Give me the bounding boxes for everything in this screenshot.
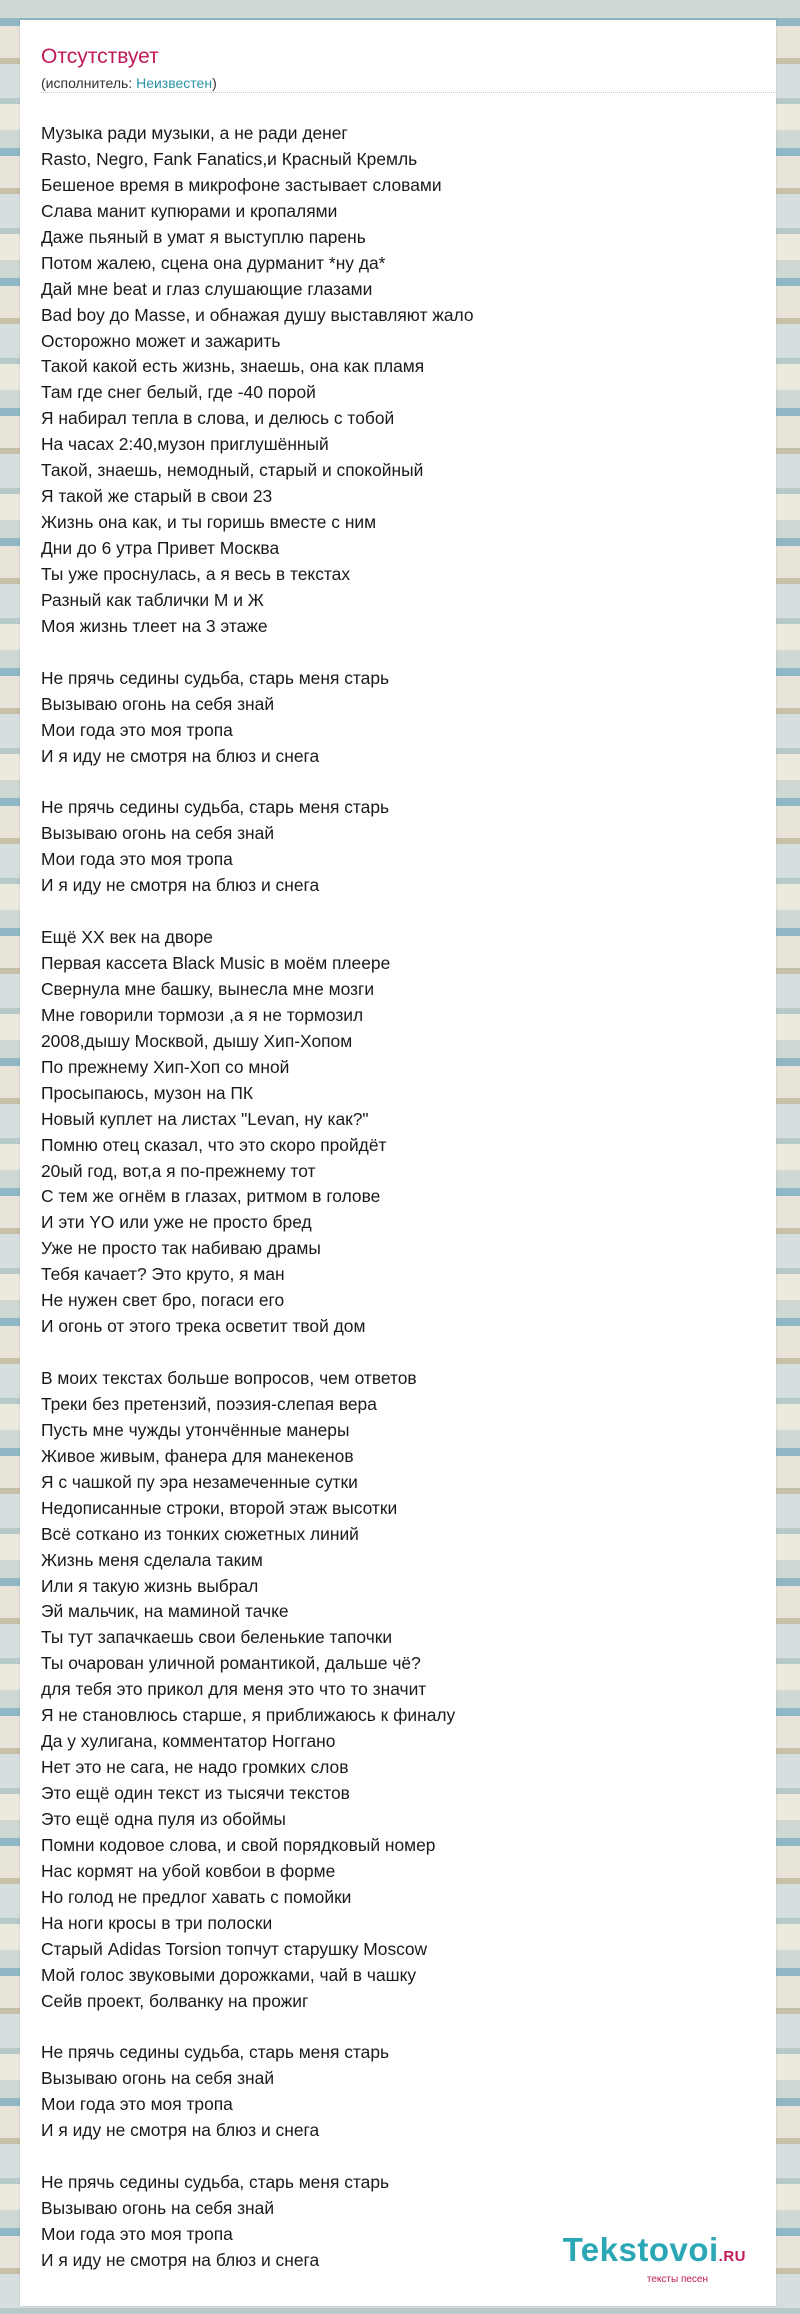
song-title: Отсутствует <box>41 45 159 68</box>
lyric-line: Вызываю огонь на себя знай <box>41 823 275 844</box>
lyric-line: Живое живым, фанера для манекенов <box>41 1445 354 1466</box>
lyric-line: И огонь от этого трека осветит твой дом <box>41 1316 366 1337</box>
stanza-break <box>41 640 776 666</box>
lyric-line: Просыпаюсь, музон на ПК <box>41 1082 254 1103</box>
lyric-line: Мои года это моя тропа <box>41 849 233 870</box>
lyric-line: Ты уже проснулась, а я весь в текстах <box>41 563 351 584</box>
lyric-line: Rasto, Negro, Fank Fanatics,и Красный Кремль <box>41 148 418 169</box>
stanza-break <box>41 2014 776 2040</box>
lyric-line: Вызываю огонь на себя знай <box>41 2068 275 2089</box>
lyric-line: Я набирал тепла в слова, и делюсь с тобой <box>41 408 395 429</box>
lyric-line: Жизнь она как, и ты горишь вместе с ним <box>41 512 377 533</box>
artist-prefix: (исполнитель: <box>41 75 137 91</box>
lyric-line: 20ый год, вот,а я по-прежнему тот <box>41 1160 316 1181</box>
lyric-line: Бешеное время в микрофоне застывает словами <box>41 174 442 195</box>
lyric-line: И я иду не смотря на блюз и снега <box>41 2249 320 2270</box>
logo-tld: .RU <box>718 2248 746 2265</box>
lyric-line: Пусть мне чужды утончённые манеры <box>41 1419 350 1440</box>
lyric-line: Уже не просто так набиваю драмы <box>41 1238 321 1259</box>
artist-line <box>41 74 776 92</box>
artist-suffix: ) <box>212 75 217 91</box>
site-logo[interactable] <box>563 2233 746 2286</box>
lyric-line: Тебя качает? Это круто, я ман <box>41 1264 285 1285</box>
lyric-line: По прежнему Хип-Хоп со мной <box>41 1056 290 1077</box>
lyric-line: Первая кассета Black Music в моём плеере <box>41 953 391 973</box>
lyric-line: 2008,дышу Москвой, дышу Хип-Хопом <box>41 1030 353 1051</box>
lyric-line: Не прячь седины судьба, старь меня старь <box>41 667 390 688</box>
lyric-line: для тебя это прикол для меня это что то значит <box>41 1679 427 1700</box>
lyric-line: Эй мальчик, на маминой тачке <box>41 1601 289 1622</box>
lyric-line: С тем же огнём в глазах, ритмом в голове <box>41 1186 381 1207</box>
lyric-line: Старый Adidas Torsion топчут старушку Moscow <box>41 1938 428 1959</box>
lyric-line: Я такой же старый в свои 23 <box>41 486 273 507</box>
lyric-line: Вызываю огонь на себя знай <box>41 2198 275 2218</box>
lyric-line: Ещё XX век на дворе <box>41 927 213 948</box>
lyric-line: Дай мне beat и глаз слушающие глазами <box>41 278 373 299</box>
lyric-line: Ты очарован уличной романтикой, дальше чё? <box>41 1653 421 1674</box>
stanza-break <box>41 899 776 925</box>
lyric-line: Я не становлюсь старше, я приближаюсь к финалу <box>41 1705 456 1726</box>
lyric-line: Это ещё одна пуля из обоймы <box>41 1808 286 1829</box>
song-card <box>20 20 776 2306</box>
logo-name: Tekstovoi <box>562 2231 719 2268</box>
lyric-line: На часах 2:40,музон приглушённый <box>41 434 329 455</box>
lyric-line: Даже пьяный в умат я выступлю парень <box>41 226 366 247</box>
lyric-line: Свернула мне башку, вынесла мне мозги <box>41 978 375 999</box>
lyric-line: Не прячь седины судьба, старь меня старь <box>41 2172 390 2193</box>
lyric-line: Всё соткано из тонких сюжетных линий <box>41 1523 359 1544</box>
lyric-line: И эти YO или уже не просто бред <box>41 1212 312 1233</box>
lyric-line: Нет это не сага, не надо громких слов <box>41 1757 349 1778</box>
lyric-line: Нас кормят на убой ковбои в форме <box>41 1860 336 1881</box>
lyric-line: На ноги кросы в три полоски <box>41 1912 273 1933</box>
lyric-line: Bad boy до Masse, и обнажая душу выставляют жало <box>41 304 474 325</box>
lyric-line: Моя жизнь тлеет на 3 этаже <box>41 615 268 636</box>
lyric-line: Ты тут запачкаешь свои беленькие тапочки <box>41 1627 393 1648</box>
lyric-line: Да у хулигана, комментатор Ноггано <box>41 1731 336 1752</box>
lyric-line: Жизнь меня сделала таким <box>41 1549 263 1570</box>
lyric-line: Слава манит купюрами и кропалями <box>41 200 338 221</box>
lyric-line: Или я такую жизнь выбрал <box>41 1575 259 1596</box>
lyric-line: Не прячь седины судьба, старь меня старь <box>41 797 390 818</box>
lyric-line: Дни до 6 утра Привет Москва <box>41 538 280 558</box>
logo-wordmark <box>563 2233 746 2274</box>
lyric-line: И я иду не смотря на блюз и снега <box>41 745 320 766</box>
lyric-line: В моих текстах больше вопросов, чем ответов <box>41 1368 417 1388</box>
stanza-break <box>41 1340 776 1366</box>
lyrics-text <box>41 121 776 2274</box>
logo-tagline: тексты песен <box>646 2274 708 2285</box>
lyric-line: Помни кодовое слова, и свой порядковый номер <box>41 1834 436 1855</box>
song-header <box>41 44 776 92</box>
lyric-line: Такой какой есть жизнь, знаешь, она как пламя <box>41 356 425 377</box>
lyric-line: Мой голос звуковыми дорожками, чай в чашку <box>41 1964 417 1985</box>
lyric-line: Но голод не предлог хавать с помойки <box>41 1886 352 1907</box>
lyric-line: Мои года это моя тропа <box>41 719 233 740</box>
lyric-line: Это ещё один текст из тысячи текстов <box>41 1783 350 1803</box>
lyric-line: Не прячь седины судьба, старь меня старь <box>41 2042 390 2063</box>
lyric-line: Музыка ради музыки, а не ради денег <box>41 123 348 143</box>
lyric-line: Такой, знаешь, немодный, старый и спокойный <box>41 460 424 481</box>
lyric-line: Недописанные строки, второй этаж высотки <box>41 1497 398 1518</box>
lyric-line: Не нужен свет бро, погаси его <box>41 1290 285 1311</box>
lyric-line: Помню отец сказал, что это скоро пройдёт <box>41 1134 387 1155</box>
lyric-line: Разный как таблички М и Ж <box>41 589 264 610</box>
lyric-line: Треки без претензий, поэзия-слепая вера <box>41 1393 377 1414</box>
lyric-line: Я с чашкой пу эра незамеченные сутки <box>41 1471 358 1492</box>
header-divider <box>41 92 776 93</box>
lyric-line: Мои года это моя тропа <box>41 2223 233 2244</box>
lyric-line: Вызываю огонь на себя знай <box>41 693 275 714</box>
lyric-line: Мои года это моя тропа <box>41 2094 233 2115</box>
stanza-break <box>41 769 776 795</box>
lyric-line: Потом жалею, сцена она дурманит *ну да* <box>41 252 386 273</box>
lyric-line: Новый куплет на листах "Levan, ну как?" <box>41 1108 369 1129</box>
artist-link[interactable]: Неизвестен <box>136 75 213 91</box>
lyric-line: Там где снег белый, где -40 порой <box>41 382 316 403</box>
lyric-line: Мне говорили тормози ,а я не тормозил <box>41 1004 364 1025</box>
lyric-line: Сейв проект, болванку на прожиг <box>41 1990 309 2011</box>
stanza-break <box>41 2144 776 2170</box>
lyric-line: И я иду не смотря на блюз и снега <box>41 2120 320 2141</box>
lyric-line: И я иду не смотря на блюз и снега <box>41 875 320 896</box>
lyric-line: Осторожно может и зажарить <box>41 330 281 351</box>
